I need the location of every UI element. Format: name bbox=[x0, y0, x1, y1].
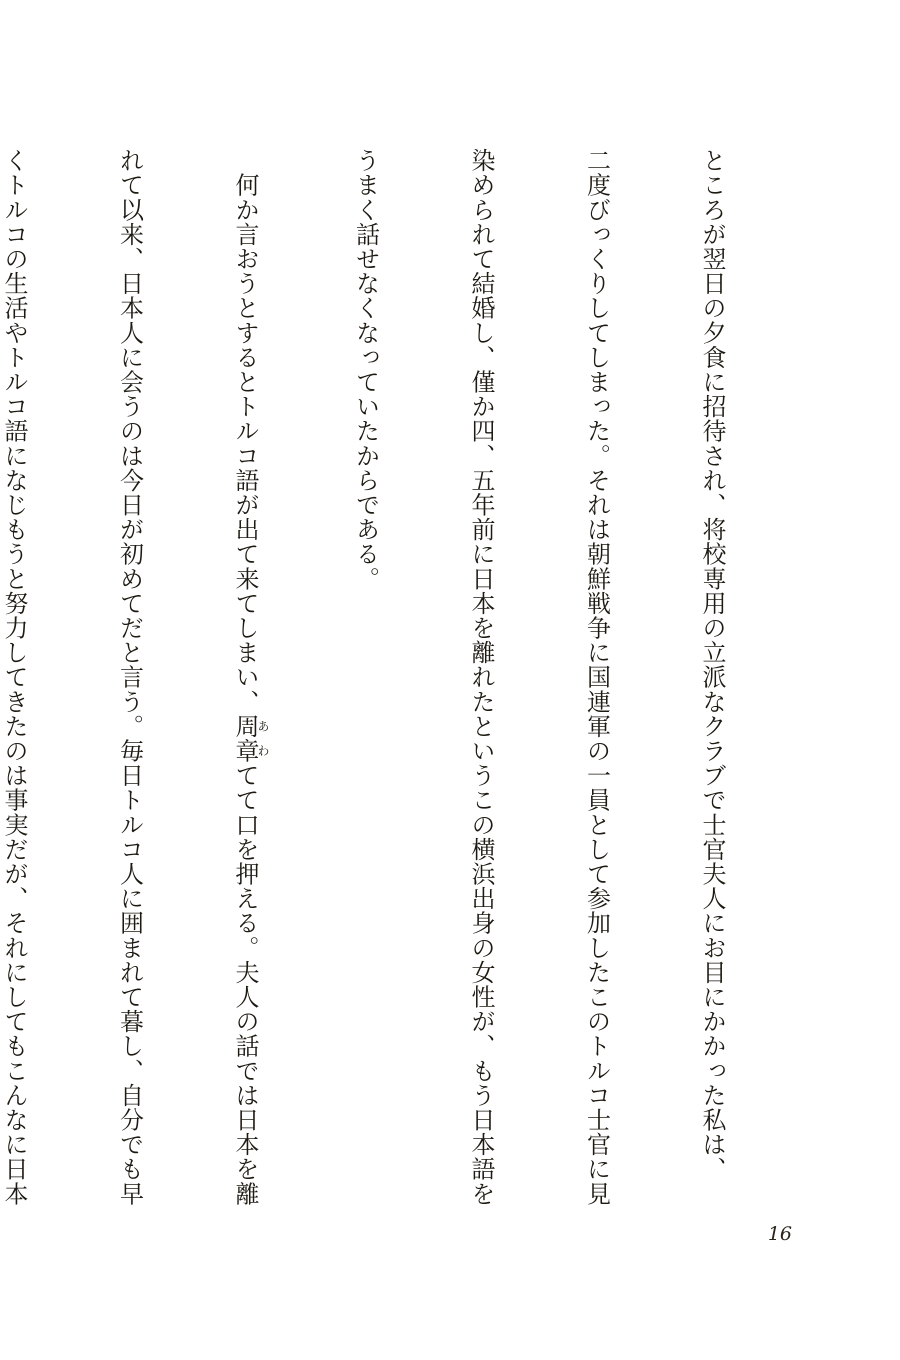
vertical-text-block bbox=[0, 148, 808, 1206]
text-column: うまく話せなくなっていたからである。 bbox=[351, 148, 380, 591]
text-column: 二度びっくりしてしまった。それは朝鮮戦争に国連軍の一員として参加したこのトルコ士官に見 bbox=[582, 148, 611, 1206]
ruby-word bbox=[231, 713, 270, 764]
column-text-before-ruby: 何か言おうとするとトルコ語が出て来てしまい、 bbox=[231, 148, 259, 714]
ruby-reading: あわ bbox=[256, 713, 270, 764]
text-column: れて以来、日本人に会うのは今日が初めてだと言う。毎日トルコ人に囲まれて暮し、自分でも早 bbox=[115, 148, 144, 1206]
text-column: ところが翌日の夕食に招待され、将校専用の立派なクラブで士官夫人にお目にかかった私は、 bbox=[698, 148, 726, 1182]
text-column: 染められて結婚し、僅か四、五年前に日本を離れたというこの横浜出身の女性が、もう日本語を bbox=[467, 148, 495, 1206]
page-number: 16 bbox=[767, 1223, 792, 1245]
ruby-base: 周章 bbox=[231, 713, 259, 764]
column-text-after-ruby: てて口を押える。夫人の話では日本を離 bbox=[231, 763, 259, 1206]
text-column: くトルコの生活やトルコ語になじもうと努力してきたのは事実だが、それにしてもこんなに日本 bbox=[0, 148, 28, 1206]
text-column-with-ruby bbox=[226, 148, 270, 1206]
